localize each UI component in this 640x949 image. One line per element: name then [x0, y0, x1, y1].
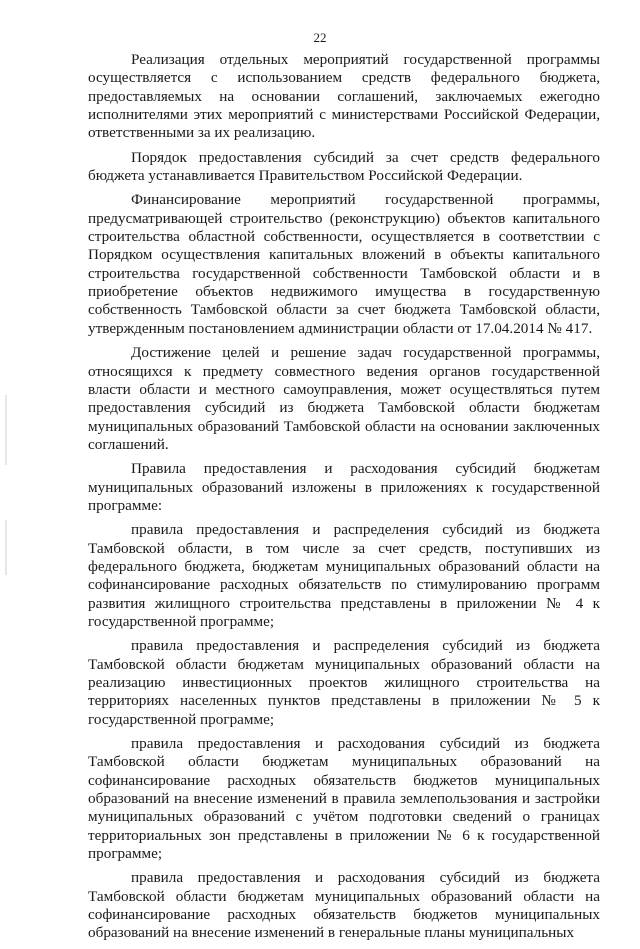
paragraph-federal-funds: Реализация отдельных мероприятий государственной программы осуществляется с использованием средств федерального бюджета, предоставляемых на основании соглашений, заключаемых ежегодно исполнителями этих мероприятий с министерствами Российской Федерации, ответственными за их реализацию. — [88, 51, 600, 142]
scan-edge-mark — [5, 395, 7, 465]
paragraph-joint-jurisdiction: Достижение целей и решение задач государственной программы, относящихся к предмету совместного ведения органов государственной власти области и местного самоуправления, может осуществляться путем предоставления субсидий из бюджета Тамбовской области бюджетам муниципальных образований Тамбовской области на основании заключенных соглашений. — [88, 344, 600, 453]
list-item-appendix-4: правила предоставления и распределения субсидий из бюджета Тамбовской области, в том числе за счет средств, поступивших из федерального бюджета, бюджетам муниципальных образований области на софинансирование расходных обязательств по стимулированию программ развития жилищного строительства представлены в приложении № 4 к государственной программе; — [88, 521, 600, 630]
list-item-appendix-5: правила предоставления и распределения субсидий из бюджета Тамбовской области бюджетам муниципальных образований области на реализацию инвестиционных проектов жилищного строительства на территориях населенных пунктов представлены в приложении № 5 к государственной программе; — [88, 637, 600, 728]
page-number: 22 — [313, 30, 327, 45]
paragraph-capital-construction-financing: Финансирование мероприятий государственной программы, предусматривающей строительство (реконструкцию) объектов капитального строительства областной собственности, осуществляется в соответствии с Порядком осуществления капитальных вложений в объекты капитального строительства государственной собственности Тамбовской области и в приобретение объектов недвижимого имущества в государственную собственность Тамбовской области за счет бюджета Тамбовской области, утвержденным постановлением администрации области от 17.04.2014 № 417. — [88, 191, 600, 337]
paragraph-subsidy-rules-intro: Правила предоставления и расходования субсидий бюджетам муниципальных образований изложены в приложениях к государственной программе: — [88, 460, 600, 514]
list-item-appendix-6: правила предоставления и расходования субсидий из бюджета Тамбовской области бюджетам муниципальных образований на софинансирование расходных обязательств бюджетов муниципальных образований на внесение изменений в правила землепользования и застройки муниципальных образований с учётом подготовки сведений о границах территориальных зон представлены в приложении № 6 к государственной программе; — [88, 735, 600, 863]
body-text — [88, 51, 600, 949]
scan-edge-mark — [5, 520, 7, 575]
paragraph-subsidy-procedure: Порядок предоставления субсидий за счет средств федерального бюджета устанавливается Правительством Российской Федерации. — [88, 148, 600, 185]
list-item-general-plans: правила предоставления и расходования субсидий из бюджета Тамбовской области бюджетам муниципальных образований области на софинансирование расходных обязательств бюджетов муниципальных образований на внесение изменений в генеральные планы муниципальных — [88, 869, 600, 942]
